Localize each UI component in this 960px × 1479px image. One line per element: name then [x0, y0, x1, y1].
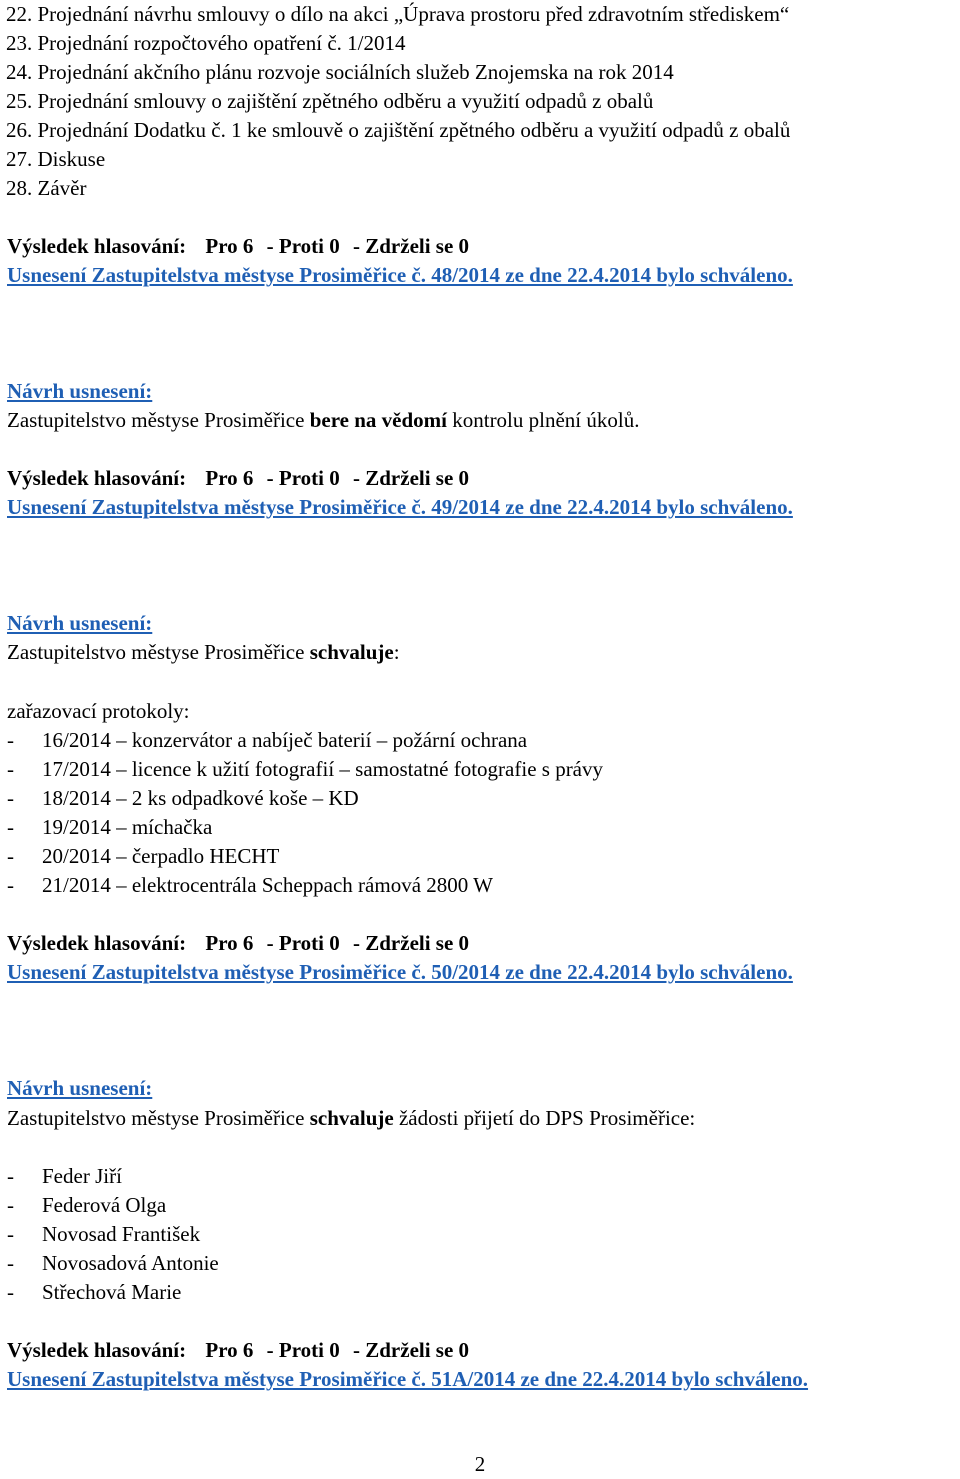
agenda-item-23: 23. Projednání rozpočtového opatření č. 1/2014: [6, 31, 406, 55]
dash: -: [7, 728, 14, 752]
dash: -: [7, 844, 14, 868]
agenda-item-26: 26. Projednání Dodatku č. 1 ke smlouvě o zajištění zpětného odběru a využití odpadů z obalů: [6, 118, 791, 142]
dash: -: [7, 757, 14, 781]
dash: -: [7, 1222, 14, 1246]
resolution-48: Usnesení Zastupitelstva městyse Prosiměřice č. 48/2014 ze dne 22.4.2014 bylo schváleno.: [7, 263, 793, 287]
text-prefix: Zastupitelstvo městyse Prosiměřice: [7, 640, 310, 664]
draft-label: Návrh usnesení:: [7, 611, 153, 635]
vote-zdrzeli: - Zdrželi se 0: [353, 466, 470, 490]
list-title: zařazovací protokoly:: [7, 699, 190, 723]
item-text: 20/2014 – čerpadlo HECHT: [42, 844, 280, 868]
resolution-text: [7, 1104, 695, 1133]
dash: -: [7, 1164, 14, 1188]
resolution-50: Usnesení Zastupitelstva městyse Prosiměřice č. 50/2014 ze dne 22.4.2014 bylo schváleno.: [7, 960, 793, 984]
dash: -: [7, 1251, 14, 1275]
page-number: 2: [474, 1452, 486, 1476]
dash: -: [7, 1193, 14, 1217]
list-item: [7, 1162, 122, 1191]
text-prefix: Zastupitelstvo městyse Prosiměřice: [7, 408, 310, 432]
item-text: 17/2014 – licence k užití fotografií – samostatné fotografie s právy: [42, 757, 604, 781]
text-bold: schvaluje: [309, 640, 394, 664]
list-item: [7, 755, 603, 784]
agenda-item-24: 24. Projednání akčního plánu rozvoje sociálních služeb Znojemska na rok 2014: [6, 60, 674, 84]
resolution-51a: Usnesení Zastupitelstva městyse Prosiměřice č. 51A/2014 ze dne 22.4.2014 bylo schváleno.: [7, 1367, 809, 1391]
vote-zdrzeli: - Zdrželi se 0: [353, 1338, 470, 1362]
vote-label: Výsledek hlasování:: [7, 931, 187, 955]
vote-zdrzeli: - Zdrželi se 0: [353, 234, 470, 258]
list-item: [7, 1249, 219, 1278]
item-text: 16/2014 – konzervátor a nabíječ baterií – požární ochrana: [42, 728, 528, 752]
resolution-text: [7, 406, 639, 435]
list-item: [7, 842, 279, 871]
list-item: [7, 1278, 181, 1307]
text-suffix: :: [393, 640, 400, 664]
text-bold: bere na vědomí: [309, 408, 447, 432]
text-bold: schvaluje: [309, 1106, 394, 1130]
list-item: [7, 871, 493, 900]
text-suffix: kontrolu plnění úkolů.: [446, 408, 640, 432]
text-prefix: Zastupitelstvo městyse Prosiměřice: [7, 1106, 310, 1130]
vote-label: Výsledek hlasování:: [7, 234, 187, 258]
dash: -: [7, 815, 14, 839]
draft-label: Návrh usnesení:: [7, 379, 153, 403]
vote-proti: - Proti 0: [266, 931, 340, 955]
item-text: 19/2014 – míchačka: [42, 815, 213, 839]
resolution-49: Usnesení Zastupitelstva městyse Prosiměřice č. 49/2014 ze dne 22.4.2014 bylo schváleno.: [7, 495, 793, 519]
dash: -: [7, 786, 14, 810]
vote-pro: Pro 6: [205, 234, 254, 258]
vote-proti: - Proti 0: [266, 1338, 340, 1362]
vote-result: [7, 1336, 469, 1365]
item-text: Novosad František: [42, 1222, 201, 1246]
vote-pro: Pro 6: [205, 931, 254, 955]
agenda-item-25: 25. Projednání smlouvy o zajištění zpětného odběru a využití odpadů z obalů: [6, 89, 654, 113]
agenda-item-22: 22. Projednání návrhu smlouvy o dílo na akci „Úprava prostoru před zdravotním střediskem“: [6, 2, 790, 26]
vote-result: [7, 232, 469, 261]
item-text: Novosadová Antonie: [42, 1251, 219, 1275]
list-item: [7, 726, 527, 755]
vote-pro: Pro 6: [205, 466, 254, 490]
vote-zdrzeli: - Zdrželi se 0: [353, 931, 470, 955]
dash: -: [7, 1280, 14, 1304]
item-text: 21/2014 – elektrocentrála Scheppach rámová 2800 W: [42, 873, 493, 897]
vote-result: [7, 929, 469, 958]
text-suffix: žádosti přijetí do DPS Prosiměřice:: [393, 1106, 696, 1130]
agenda-item-28: 28. Závěr: [6, 176, 87, 200]
draft-label: Návrh usnesení:: [7, 1076, 153, 1100]
item-text: Feder Jiří: [42, 1164, 122, 1188]
resolution-text: [7, 638, 400, 667]
item-text: Federová Olga: [42, 1193, 167, 1217]
agenda-item-27: 27. Diskuse: [6, 147, 106, 171]
vote-pro: Pro 6: [205, 1338, 254, 1362]
item-text: 18/2014 – 2 ks odpadkové koše – KD: [42, 786, 359, 810]
vote-result: [7, 464, 469, 493]
list-item: [7, 1191, 166, 1220]
dash: -: [7, 873, 14, 897]
item-text: Střechová Marie: [42, 1280, 182, 1304]
list-item: [7, 784, 359, 813]
vote-label: Výsledek hlasování:: [7, 466, 187, 490]
list-item: [7, 1220, 200, 1249]
vote-proti: - Proti 0: [266, 466, 340, 490]
vote-label: Výsledek hlasování:: [7, 1338, 187, 1362]
vote-proti: - Proti 0: [266, 234, 340, 258]
list-item: [7, 813, 212, 842]
